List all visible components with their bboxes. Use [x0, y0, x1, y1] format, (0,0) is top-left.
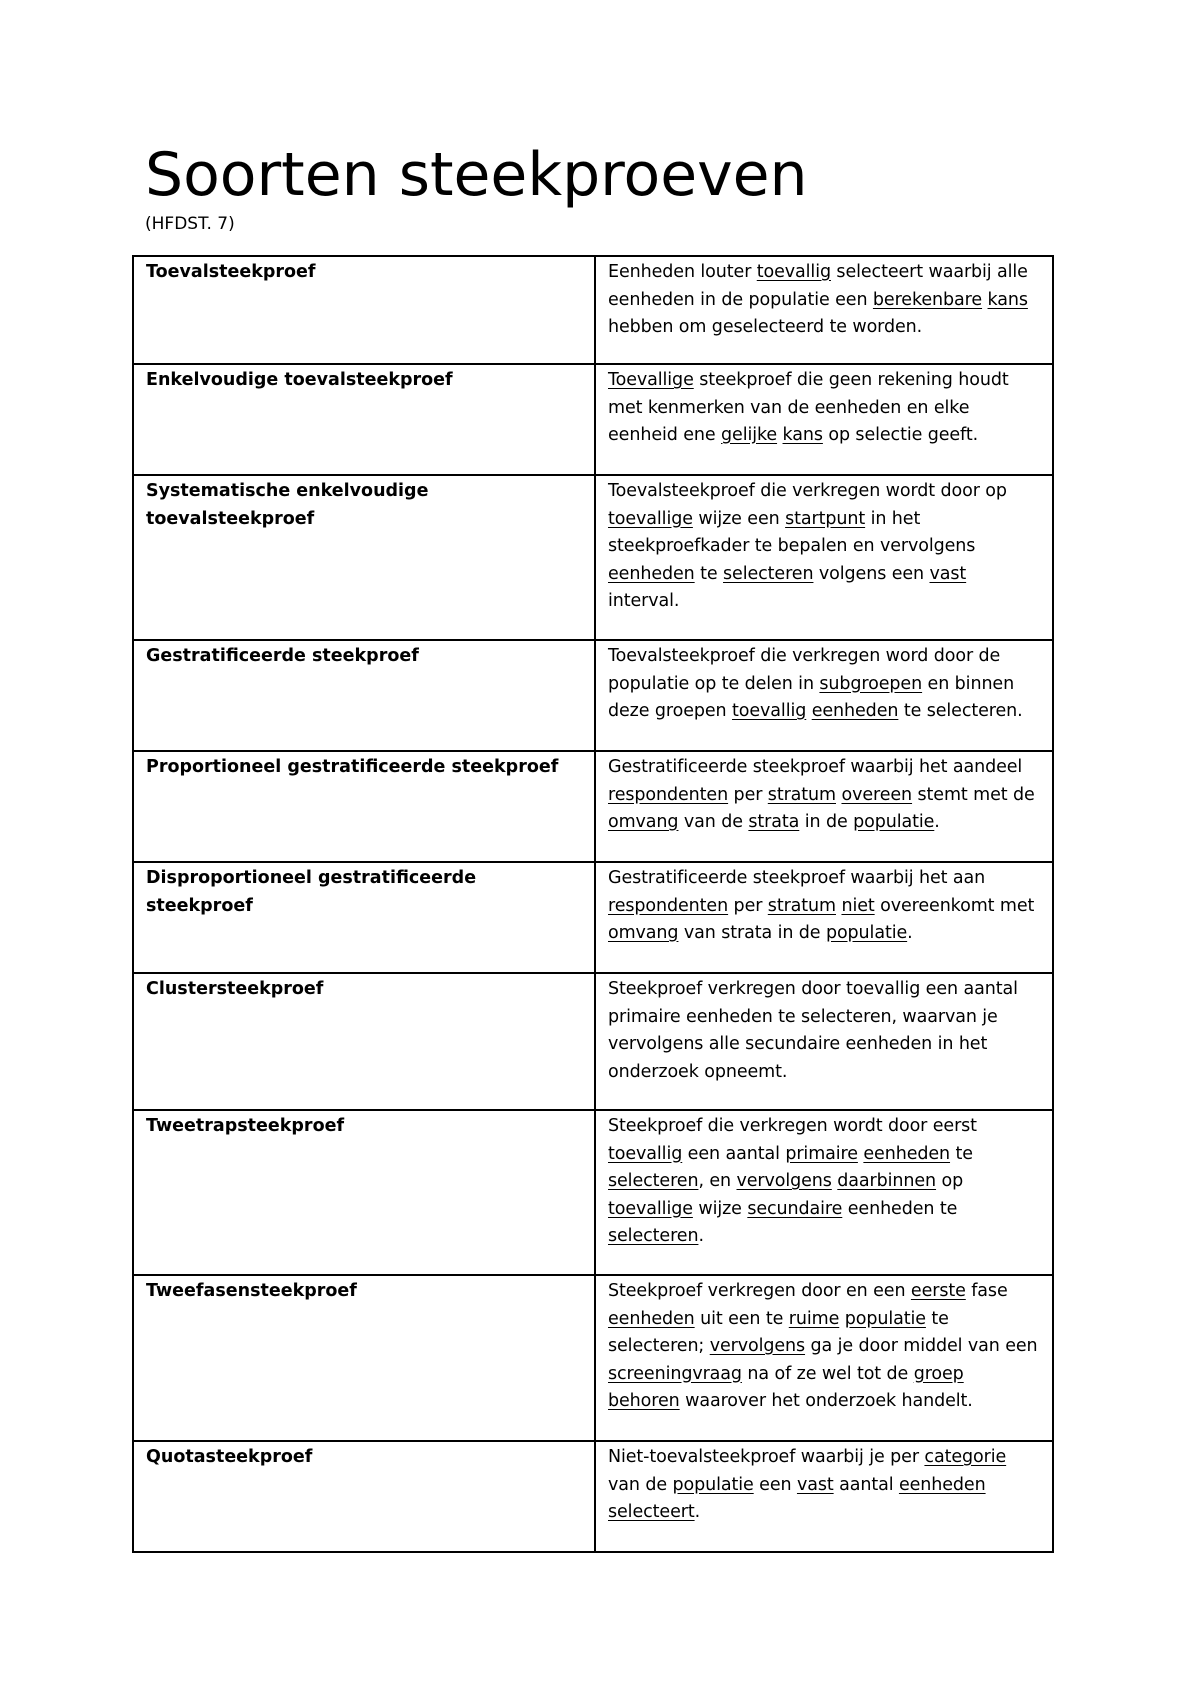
definition-text: Steekproef die verkregen wordt door eerst: [608, 1116, 977, 1136]
definition-text: Steekproef verkregen door en een: [608, 1281, 911, 1301]
definition-cell: [595, 256, 1053, 364]
definition-text: volgens een: [813, 563, 930, 584]
page-title: Soorten steekproeven: [145, 140, 808, 210]
underlined-term: kans: [987, 289, 1028, 310]
underlined-term: respondenten: [608, 784, 729, 805]
definition-cell: [595, 364, 1053, 475]
underlined-term: omvang: [608, 923, 679, 943]
definition-text: van strata in de: [678, 923, 826, 943]
definition-text: .: [698, 1226, 704, 1246]
term-cell: Gestratificeerde steekproef: [133, 640, 595, 751]
definition-text: na of ze wel tot de: [741, 1363, 914, 1384]
definition-text: een: [753, 1474, 797, 1495]
definition-text: wijze een: [692, 508, 786, 529]
definition-text: per: [728, 895, 768, 916]
definition-text: steekproef die geen rekening houdt met kenmerken van de eenheden en elke eenheid ene: [608, 370, 1009, 445]
definition-text: te: [950, 1143, 973, 1164]
underlined-term: vervolgens: [709, 1336, 806, 1356]
definition-text: Gestratificeerde steekproef waarbij het aandeel: [608, 757, 1023, 777]
definition-cell: [595, 1110, 1053, 1275]
definition-cell: [595, 475, 1053, 640]
definition-text: fase: [965, 1281, 1008, 1301]
definition-text: waarover het onderzoek handelt.: [679, 1391, 973, 1411]
definition-text: Eenheden louter: [608, 262, 757, 282]
definition-text: wijze: [692, 1198, 748, 1219]
definition-text: op selectie geeft.: [822, 425, 979, 445]
underlined-term: berekenbare: [872, 289, 983, 310]
definition-cell: [595, 751, 1053, 862]
definition-text: aantal: [833, 1474, 899, 1495]
table-row: [133, 1275, 1053, 1441]
table-row: [133, 640, 1053, 751]
definition-text: .: [907, 923, 913, 943]
underlined-term: populatie: [853, 812, 935, 832]
definition-text: van de: [608, 1474, 673, 1495]
underlined-term: toevallige: [608, 508, 693, 529]
table-row: [133, 475, 1053, 640]
definition-text: te: [694, 563, 724, 584]
term-cell: Proportioneel gestratificeerde steekproef: [133, 751, 595, 862]
underlined-term: niet: [841, 895, 875, 916]
definition-cell: [595, 973, 1053, 1110]
definition-cell: [595, 1275, 1053, 1441]
definition-text: Gestratificeerde steekproef waarbij het aan: [608, 868, 986, 888]
underlined-term: vast: [796, 1474, 834, 1495]
definition-cell: [595, 1441, 1053, 1552]
table-row: [133, 364, 1053, 475]
definition-text: selecteert waarbij alle eenheden in de populatie een: [608, 262, 1028, 310]
table-row: [133, 862, 1053, 973]
underlined-term: selecteren: [608, 1226, 699, 1246]
underlined-term: ruime: [788, 1308, 840, 1329]
table-row: [133, 751, 1053, 862]
underlined-term: eenheden: [608, 1308, 695, 1329]
definition-text: te selecteren;: [608, 1308, 949, 1356]
definition-text: hebben om geselecteerd te worden.: [608, 317, 923, 337]
underlined-term: groep: [913, 1363, 964, 1384]
definition-text: per: [728, 784, 768, 805]
underlined-term: eerste: [910, 1281, 966, 1301]
sample-types-table: [132, 255, 1054, 1553]
definition-cell: [595, 640, 1053, 751]
underlined-term: vervolgens: [736, 1171, 832, 1191]
underlined-term: eenheden: [863, 1143, 951, 1164]
underlined-term: toevallig: [608, 1143, 683, 1164]
table-row: [133, 1110, 1053, 1275]
underlined-term: stratum: [767, 784, 836, 805]
underlined-term: respondenten: [608, 895, 729, 916]
definition-text: te selecteren.: [898, 701, 1023, 721]
underlined-term: vast: [929, 563, 967, 584]
definition-text: Toevalsteekproef die verkregen word door de populatie op te delen in: [608, 646, 1001, 694]
underlined-term: selecteert: [608, 1502, 695, 1522]
underlined-term: eenheden: [608, 563, 695, 584]
underlined-term: gelijke: [721, 425, 778, 445]
sample-types-table-body: [133, 256, 1053, 1552]
underlined-term: screeningvraag: [608, 1363, 742, 1384]
definition-text: van de: [678, 812, 749, 832]
underlined-term: toevallig: [732, 701, 807, 721]
definition-text: .: [934, 812, 940, 832]
underlined-term: secundaire: [747, 1198, 843, 1219]
definition-cell: [595, 862, 1053, 973]
underlined-term: toevallige: [608, 1198, 693, 1219]
underlined-term: behoren: [608, 1391, 680, 1411]
underlined-term: eenheden: [898, 1474, 986, 1495]
definition-text: .: [694, 1502, 701, 1522]
definition-text: Niet-toevalsteekproef waarbij je per: [608, 1447, 925, 1467]
underlined-term: omvang: [608, 812, 679, 832]
underlined-term: startpunt: [785, 508, 866, 529]
underlined-term: overeen: [841, 784, 913, 805]
table-row: [133, 973, 1053, 1110]
definition-text: ga je door middel van een: [805, 1336, 1038, 1356]
underlined-term: eenheden: [811, 701, 899, 721]
underlined-term: selecteren: [723, 563, 814, 584]
chapter-reference: (HFDST. 7): [145, 214, 235, 234]
definition-text: in het steekproefkader te bepalen en vervolgens: [608, 508, 976, 556]
underlined-term: populatie: [844, 1308, 926, 1329]
term-cell: Tweefasensteekproef: [133, 1275, 595, 1441]
underlined-term: selecteren: [608, 1171, 699, 1191]
term-cell: Quotasteekproef: [133, 1441, 595, 1552]
underlined-term: subgroepen: [819, 673, 923, 694]
term-cell: Toevalsteekproef: [133, 256, 595, 364]
underlined-term: daarbinnen: [837, 1171, 937, 1191]
underlined-term: strata: [748, 812, 800, 832]
definition-text: en binnen deze groepen: [608, 673, 1015, 721]
definition-text: in de: [799, 812, 854, 832]
definition-text: Toevalsteekproef die verkregen wordt door op: [608, 481, 1007, 501]
term-cell: Tweetrapsteekproef: [133, 1110, 595, 1275]
definition-text: Steekproef verkregen door toevallig een aantal primaire eenheden te selecteren, waarvan je vervolgens alle secundaire eenheden in het onderzoek opneemt.: [608, 979, 1018, 1082]
definition-text: een aantal: [682, 1143, 786, 1164]
definition-text: stemt met de: [912, 784, 1035, 805]
term-cell: Systematische enkelvoudige toevalsteekproef: [133, 475, 595, 640]
definition-text: eenheden te: [842, 1198, 958, 1219]
term-cell: Clustersteekproef: [133, 973, 595, 1110]
definition-text: interval.: [608, 591, 680, 611]
underlined-term: toevallig: [756, 262, 831, 282]
underlined-term: stratum: [767, 895, 836, 916]
underlined-term: primaire: [785, 1143, 858, 1164]
table-row: [133, 1441, 1053, 1552]
definition-text: op: [936, 1171, 964, 1191]
underlined-term: populatie: [825, 923, 908, 943]
definition-text: overeenkomt met: [874, 895, 1035, 916]
definition-text: uit een te: [694, 1308, 789, 1329]
underlined-term: categorie: [924, 1447, 1007, 1467]
underlined-term: kans: [782, 425, 823, 445]
term-cell: Enkelvoudige toevalsteekproef: [133, 364, 595, 475]
term-cell: Disproportioneel gestratificeerde steekproef: [133, 862, 595, 973]
table-row: [133, 256, 1053, 364]
underlined-term: populatie: [672, 1474, 754, 1495]
underlined-term: Toevallige: [608, 370, 694, 390]
definition-text: , en: [698, 1171, 737, 1191]
